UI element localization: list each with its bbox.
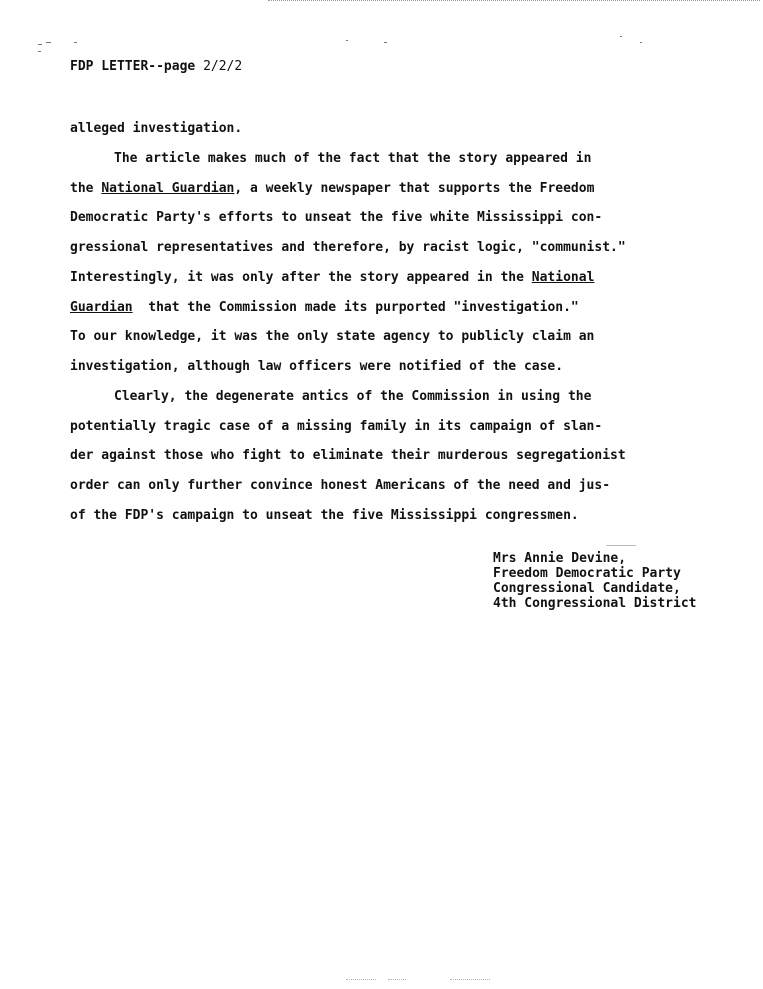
signature-party: Freedom Democratic Party bbox=[493, 566, 681, 581]
header-title: FDP LETTER--page bbox=[70, 59, 196, 74]
header-page-number: 2/2/2 bbox=[203, 59, 243, 74]
bottom-edge-mark bbox=[346, 979, 376, 981]
body-line bbox=[70, 121, 242, 137]
text-run: order can only further convince honest Americans of the need and jus- bbox=[70, 478, 611, 493]
body-line bbox=[70, 419, 602, 435]
body-line bbox=[70, 181, 594, 197]
scan-speck bbox=[46, 42, 51, 43]
signature-block bbox=[493, 551, 697, 611]
text-run: The article makes much of the fact that the story appeared in bbox=[114, 151, 592, 166]
body-line bbox=[70, 270, 594, 286]
text-run: Democratic Party's efforts to unseat the five white Mississippi con- bbox=[70, 210, 603, 225]
text-run: Interestingly, it was only after the story appeared in the bbox=[70, 270, 532, 285]
body-line bbox=[114, 389, 591, 405]
body-line bbox=[70, 300, 579, 316]
body-line bbox=[70, 240, 626, 256]
signature-name: Mrs Annie Devine, bbox=[493, 551, 627, 566]
body-line bbox=[70, 478, 610, 494]
bottom-edge-mark bbox=[450, 979, 490, 981]
body-line bbox=[114, 151, 591, 167]
signature-district: 4th Congressional District bbox=[493, 596, 697, 611]
page-header bbox=[70, 59, 242, 74]
underlined-title: National bbox=[531, 270, 595, 285]
text-run: gressional representatives and therefore, by racist logic, "communist." bbox=[70, 240, 626, 255]
top-edge-dotted-line bbox=[268, 0, 760, 1]
scan-speck bbox=[606, 545, 636, 546]
scan-speck bbox=[74, 42, 77, 43]
scan-speck bbox=[38, 51, 41, 52]
bottom-edge-mark bbox=[388, 979, 406, 981]
scan-speck bbox=[38, 44, 42, 45]
scan-speck bbox=[620, 36, 622, 37]
text-run: alleged investigation. bbox=[70, 121, 243, 136]
body-line bbox=[70, 508, 579, 524]
body-line bbox=[70, 359, 563, 375]
signature-role: Congressional Candidate, bbox=[493, 581, 681, 596]
text-run: investigation, although law officers were notified of the case. bbox=[70, 359, 564, 374]
body-line bbox=[70, 448, 626, 464]
text-run: of the FDP's campaign to unseat the five Mississippi congressmen. bbox=[70, 508, 579, 523]
body-line bbox=[70, 210, 602, 226]
text-run: the bbox=[70, 181, 102, 196]
text-run: that the Commission made its purported "investigation." bbox=[132, 300, 579, 315]
text-run: potentially tragic case of a missing family in its campaign of slan- bbox=[70, 419, 603, 434]
underlined-title: Guardian bbox=[70, 300, 133, 315]
scan-speck bbox=[640, 42, 642, 43]
underlined-title: National Guardian bbox=[101, 181, 235, 196]
text-run: To our knowledge, it was the only state agency to publicly claim an bbox=[70, 329, 595, 344]
text-run: der against those who fight to eliminate their murderous segregationist bbox=[70, 448, 626, 463]
text-run: Clearly, the degenerate antics of the Commission in using the bbox=[114, 389, 592, 404]
scan-speck bbox=[384, 42, 387, 43]
scan-speck bbox=[346, 40, 348, 41]
body-line bbox=[70, 329, 594, 345]
text-run: , a weekly newspaper that supports the Freedom bbox=[234, 181, 595, 196]
